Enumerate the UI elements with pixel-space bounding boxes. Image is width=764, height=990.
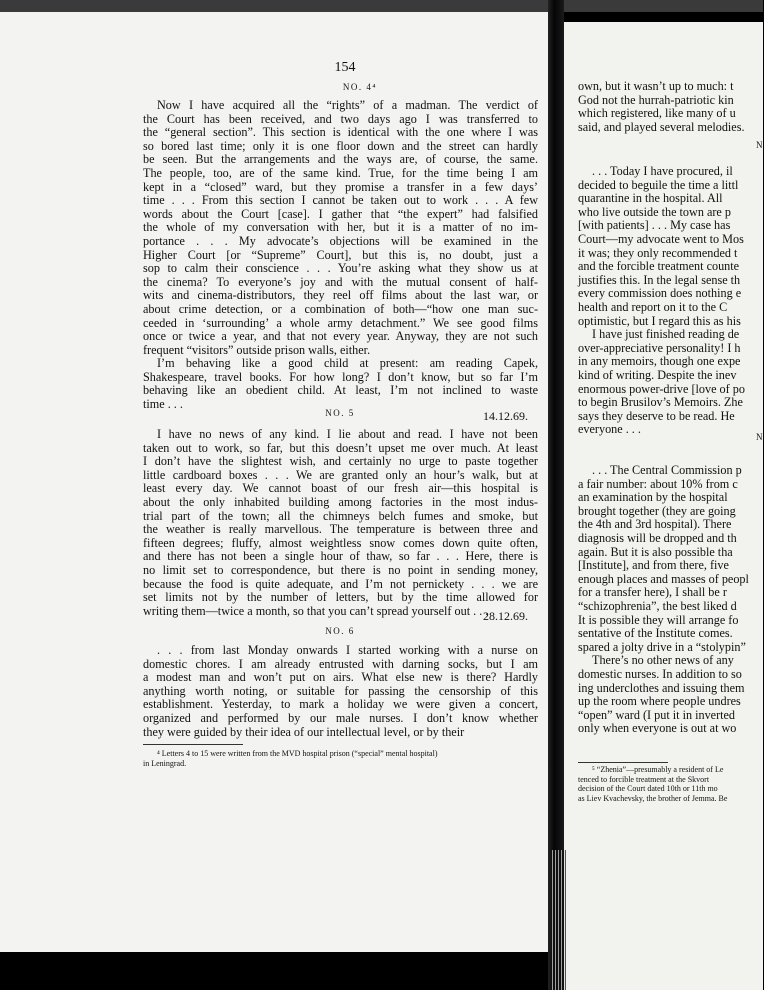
text-line: . . . from last Monday onwards I started working with a nurse on: [157, 643, 538, 657]
text-line: I’m behaving like a good child at present: am reading Capek,: [157, 356, 538, 371]
text-line: quarantine in the hospital. All: [578, 191, 723, 206]
book-gutter: [548, 0, 564, 990]
footnote: [143, 749, 538, 768]
text-line: decided to beguile the time a littl: [578, 177, 739, 192]
text-line: little cardboard boxes . . . We are granted only an hour’s walk, but at: [143, 467, 538, 482]
text-line: a fair number: about 10% from c: [578, 476, 738, 491]
text-line: trial part of the town; all the chimneys belch fumes and smoke, but: [143, 508, 538, 523]
text-line: up the room where people undres: [578, 694, 741, 709]
scan-top-edge: [0, 0, 763, 12]
text-line: and the forcible treatment counte: [578, 259, 740, 274]
text-line: in Leningrad.: [143, 758, 187, 768]
text-line: the cinema? To everyone’s joy and with the mutual consent of half-: [143, 274, 538, 289]
right-page-letter-heading-a: N: [756, 140, 764, 150]
text-line: because the food is quite adequate, and I’m not pernickety . . . we are: [143, 576, 538, 591]
text-line: ing underclothes and issuing them: [578, 680, 745, 695]
text-line: sop to calm their conscience . . . You’re asking what they show us at: [143, 261, 538, 276]
letter-6-body: [143, 644, 538, 739]
text-line: “schizophrenia”, the best liked d: [578, 598, 737, 613]
text-line: domestic chores. I am already entrusted with darning socks, but I am: [143, 656, 538, 671]
text-line: organized and performed by our male nurses. I don’t know whether: [143, 710, 538, 725]
text-line: . . . The Central Commission p: [592, 463, 742, 477]
text-line: behaving like an obedient child. At least, I’m not inclined to waste: [143, 383, 538, 398]
text-line: the Court has been received, and two days ago I was transferred to: [143, 111, 538, 126]
text-line: I have no news of any kind. I lie about and read. I have not been: [157, 427, 538, 441]
text-line: Court—my advocate went to Mos: [578, 231, 744, 246]
text-line: I don’t have the slightest wish, and certainly no urge to paste together: [143, 454, 538, 469]
text-line: tenced to forcible treatment at the Skvort: [578, 774, 710, 784]
page-edges: [552, 850, 566, 990]
text-line: the 4th and 3rd hospital). There: [578, 517, 732, 532]
text-line: least every day. We cannot boast of our fresh air—this hospital is: [143, 481, 538, 496]
text-line: the weather is really marvellous. The temperature is between three and: [143, 522, 538, 537]
text-line: frequent “visitors” outside prison walls, either.: [143, 342, 371, 357]
text-line: about the only inhabited building among factories in the most indus-: [143, 494, 538, 509]
letter-6-heading: NO. 6: [325, 626, 355, 636]
text-line: Now I have acquired all the “rights” of a madman. The verdict of: [157, 98, 538, 112]
text-line: they were guided by their idea of our intellectual level, or by their: [143, 724, 465, 739]
text-line: for a transfer here), I shall be r: [578, 585, 727, 600]
text-line: so bored last time; only it is one floor down and the street can hardly: [143, 138, 538, 153]
text-line: taken out to work, so far, but this doesn’t upset me over much. At least: [143, 440, 538, 455]
text-line: own, but it wasn’t up to much: t: [578, 79, 734, 93]
text-line: it was; they only recommended t: [578, 245, 738, 260]
text-line: “open” ward (I put it in inverted: [578, 707, 736, 722]
text-line: everyone . . .: [578, 422, 641, 437]
text-line: establishment. Yesterday, to mark a holiday we were given a concert,: [143, 697, 538, 712]
text-line: again. But it is also possible tha: [578, 544, 733, 559]
text-line: I have just finished reading de: [592, 327, 740, 342]
text-line: It is possible they will arrange fo: [578, 612, 739, 627]
text-line: [with patients] . . . My case has: [578, 218, 731, 233]
letter-5-date: 28.12.69.: [483, 609, 528, 623]
text-line: as Liev Kvachevsky, the brother of Jemma. Be: [578, 793, 728, 803]
text-line: set limits not by the number of letters, but by the time allowed for: [143, 590, 538, 605]
text-line: sentative of the Institute comes.: [578, 626, 733, 641]
text-line: justifies this. In the legal sense th: [578, 272, 741, 287]
text-line: portance . . . My advocate’s objections will be examined in the: [143, 233, 538, 248]
letter-4-date: 14.12.69.: [483, 409, 528, 423]
text-line: and there has not been a single hour of thaw, so far . . . Here, there is: [143, 549, 538, 564]
text-line: the whole of my conversation with her, but it is a matter of no im-: [143, 220, 538, 235]
text-line: who live outside the town are p: [578, 204, 731, 219]
right-page-top-text: [578, 80, 745, 134]
text-line: . . . Today I have procured, il: [592, 164, 733, 178]
right-footnote-rule: [578, 762, 668, 763]
text-line: the “general section”. This section is identical with the one where I was: [143, 125, 538, 140]
text-line: decision of the Court dated 10th or 11th mo: [578, 784, 718, 793]
letter-4-body: [143, 99, 538, 412]
text-line: brought together (they are going: [578, 503, 736, 518]
right-page: [560, 22, 763, 990]
text-line: wits and cinema-distributors, they reel off films about the last war, or: [143, 288, 538, 303]
letter-4-heading: NO. 4⁴: [342, 82, 378, 92]
text-line: God not the hurrah-patriotic kin: [578, 92, 734, 107]
text-line: writing them—twice a month, so that you can’t spread yourself out . . .: [143, 603, 489, 618]
text-line: time . . . From this section I cannot be taken out to work . . . A few: [143, 193, 538, 208]
text-line: says they deserve to be read. He: [578, 408, 735, 423]
right-page-middle-text: [578, 165, 745, 437]
text-line: There’s no other news of any: [592, 653, 734, 668]
letter-5-heading: NO. 5: [325, 408, 355, 418]
letter-5-body: [143, 428, 538, 618]
text-line: kept in a “closed” ward, but they promise a transfer in a few days’: [143, 179, 538, 194]
text-line: kind of writing. Despite the inev: [578, 367, 737, 382]
text-line: domestic nurses. In addition to so: [578, 666, 742, 681]
text-line: words about the Court [case]. I gather that “the expert” had falsified: [143, 206, 538, 221]
text-line: only when everyone is out at wo: [578, 721, 737, 736]
text-line: once or twice a year, and that not every year. Anyway, they are not such: [143, 329, 538, 344]
text-line: ⁵ “Zhenia”—presumably a resident of Le: [592, 765, 724, 774]
text-line: ceeded in ‘surrounding’ a whole army detachment.” We see good films: [143, 315, 538, 330]
right-page-footnote: [578, 765, 727, 803]
text-line: anything worth noting, or suitable for passing the censorship of this: [143, 683, 538, 698]
text-line: The people, too, are of the same kind. True, for the time being I am: [143, 165, 538, 180]
text-line: time . . .: [143, 397, 183, 412]
text-line: a modest man and won’t put on airs. What else new is there? Hardly: [143, 670, 538, 685]
text-line: enormous power-drive [love of po: [578, 381, 745, 396]
text-line: said, and played several melodies.: [578, 119, 745, 134]
footnote-rule: [143, 744, 243, 745]
text-line: every commission does nothing e: [578, 286, 742, 301]
text-line: enough places and masses of peopl: [578, 571, 749, 586]
text-line: [Institute], and from there, five: [578, 558, 729, 573]
text-line: diagnosis will be dropped and th: [578, 530, 737, 545]
text-line: about crime detection, or a combination of both—“how one man suc-: [143, 301, 538, 316]
text-line: health and report on it to the C: [578, 299, 728, 314]
text-line: spared a jolty drive in a “stolypin”: [578, 639, 746, 654]
text-line: in any memoirs, though one expe: [578, 354, 741, 369]
text-line: Higher Court [or “Supreme” Court], but this is, no doubt, just a: [143, 247, 538, 262]
text-line: ⁴ Letters 4 to 15 were written from the MVD hospital prison (“special” mental hospital): [157, 749, 438, 758]
right-page-letter-heading-b: N: [756, 432, 764, 442]
text-line: which registered, like many of u: [578, 106, 736, 121]
text-line: be seen. But the arrangements and the ways are, of course, the same.: [143, 152, 538, 167]
text-line: an examination by the hospital: [578, 490, 728, 505]
right-page-bottom-text: [578, 464, 749, 736]
text-line: no limit set to correspondence, but there is no point in sending money,: [143, 562, 538, 577]
text-line: fifteen degrees; fluffy, almost weightless snow comes down quite often,: [143, 535, 538, 550]
text-line: over-appreciative personality! I h: [578, 340, 741, 355]
text-line: Shakespeare, travel books. For how long? I don’t know, but so far I’m: [143, 369, 538, 384]
text-line: optimistic, but I regard this as his: [578, 313, 741, 328]
text-line: to begin Brusilov’s Memoirs. Zhe: [578, 395, 743, 410]
page-number: 154: [334, 60, 356, 75]
left-page: [0, 12, 552, 952]
